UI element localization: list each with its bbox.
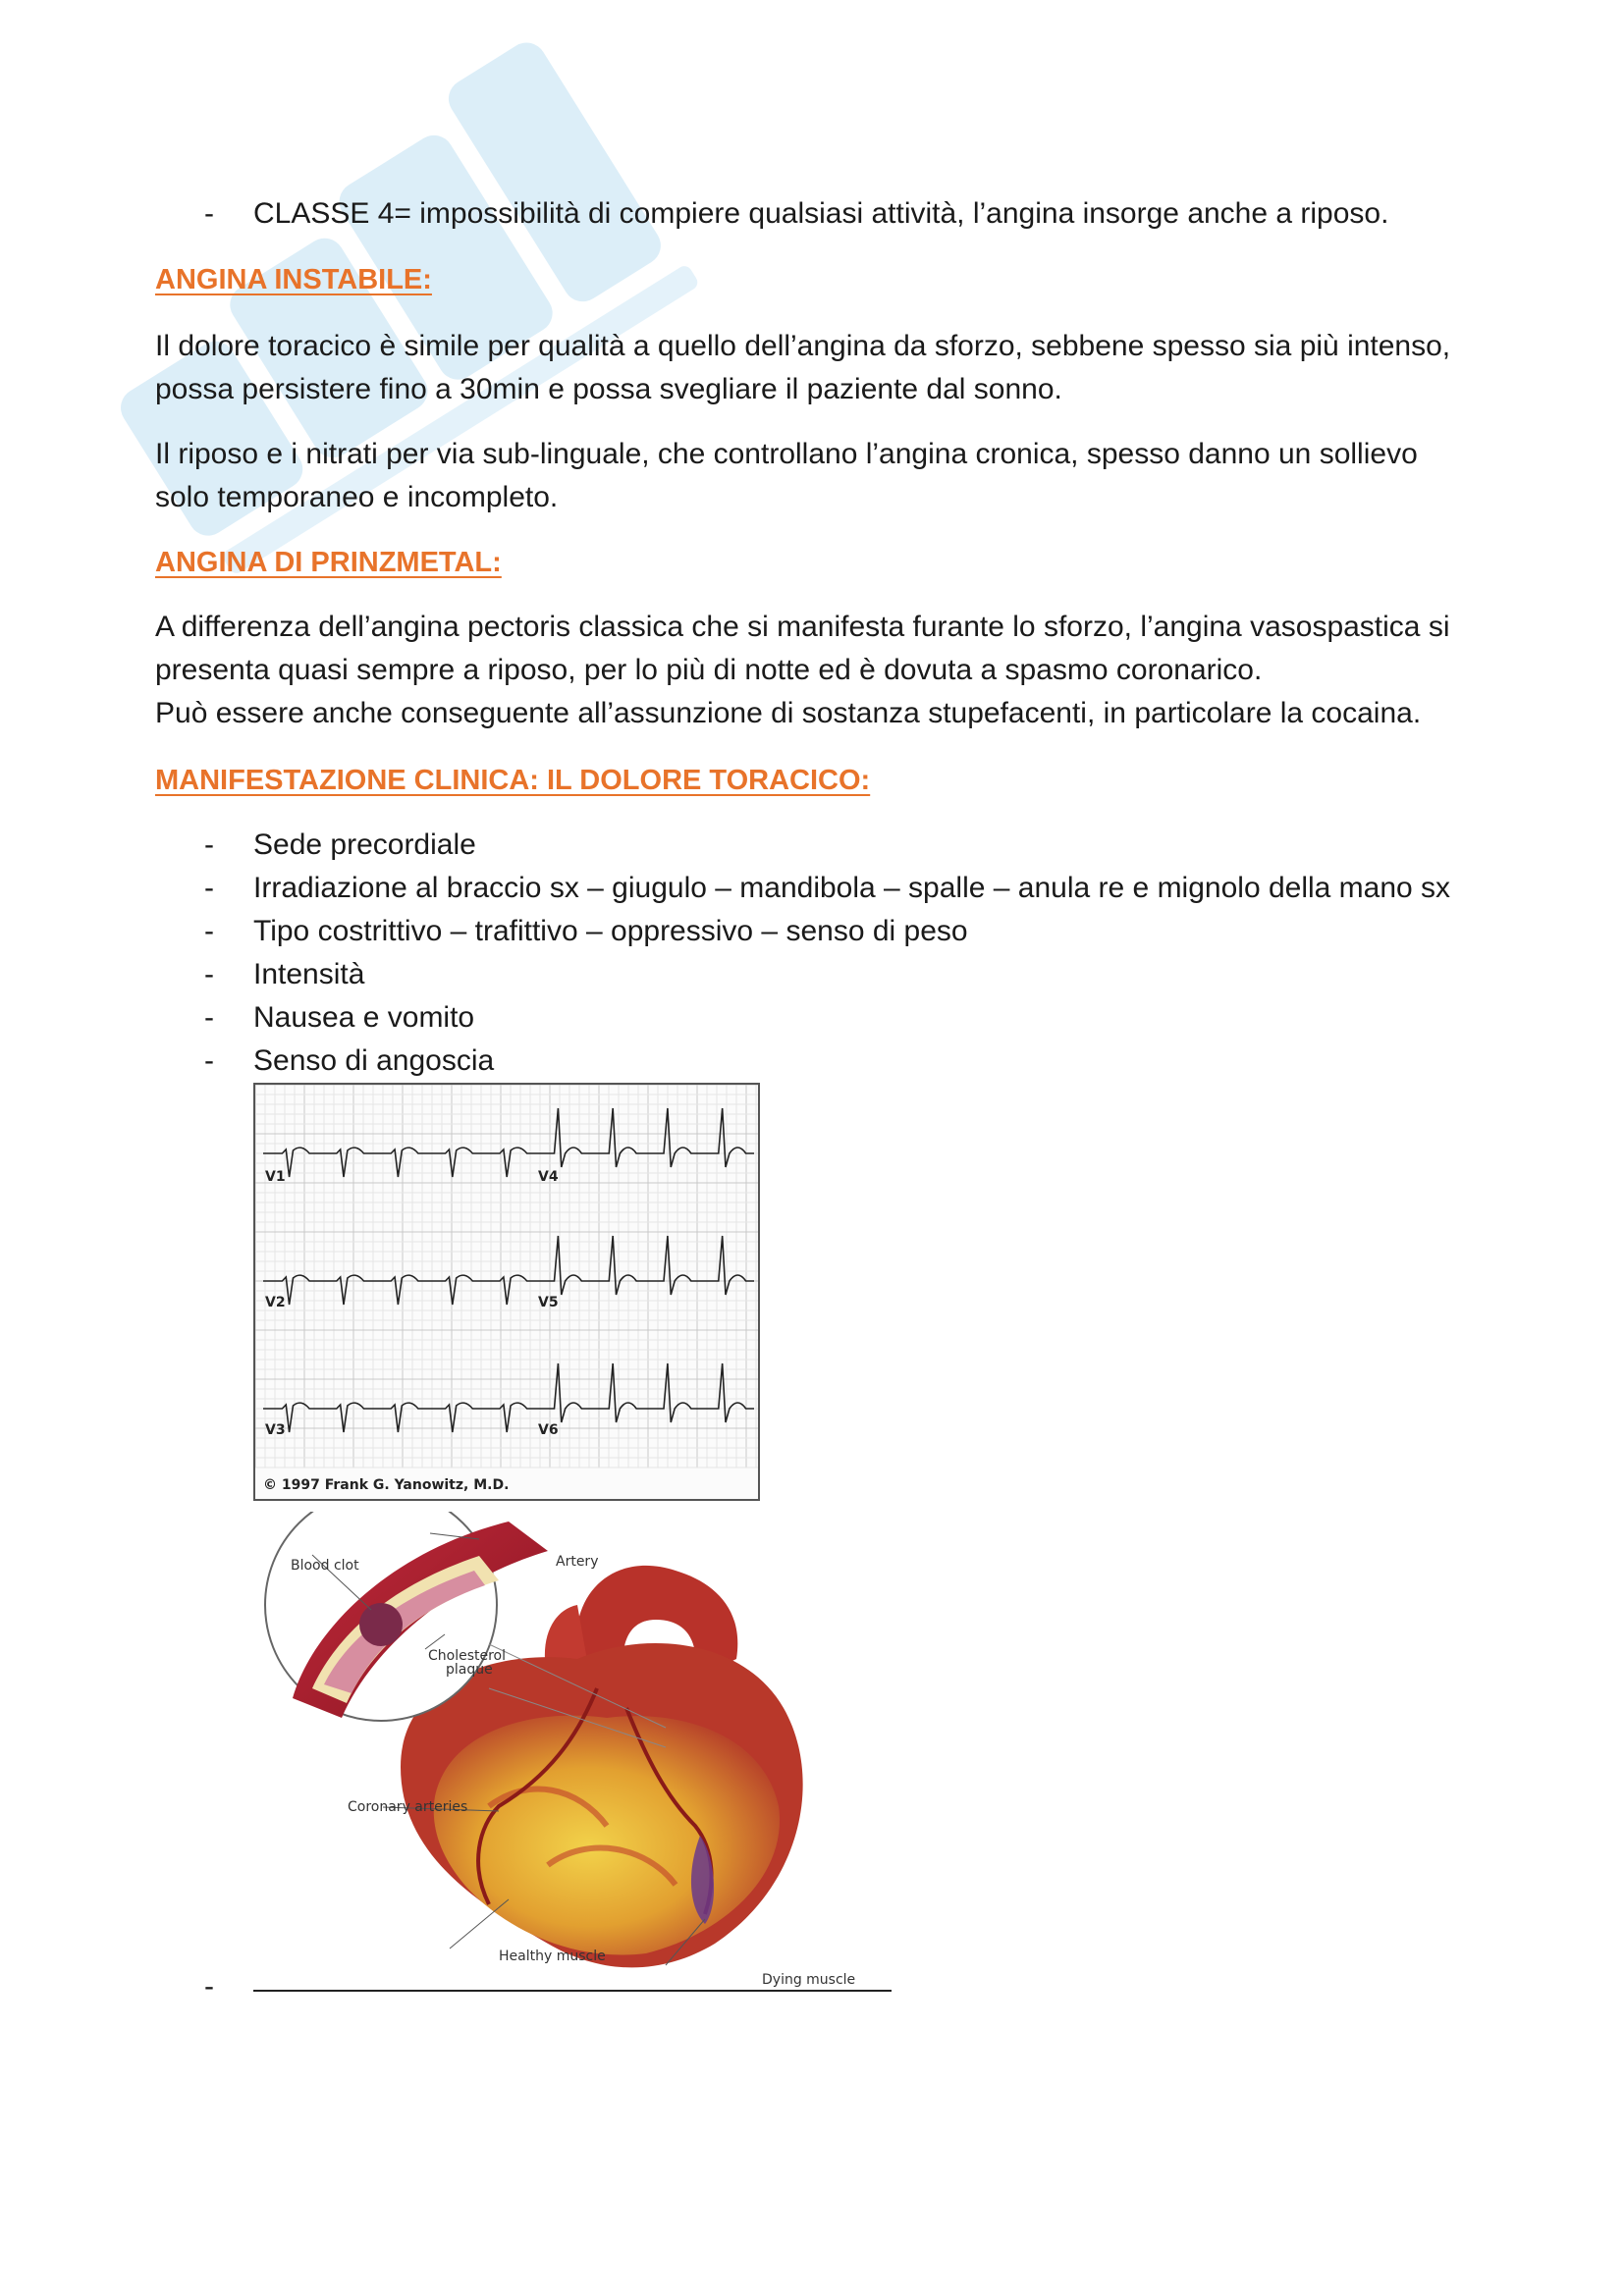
list-item: Sede precordiale [253,828,476,861]
paragraph-prinzmetal [155,606,1490,735]
ecg-traces [255,1085,758,1499]
text-line: presenta quasi sempre a riposo, per lo più di notte ed è dovuta a spasmo coronarico. [155,654,1263,686]
list-item: Tipo costrittivo – trafittivo – oppressivo – senso di peso [253,915,968,947]
label-artery: Artery [556,1554,599,1570]
ecg-trace [535,1236,754,1295]
ecg-grid [255,1085,758,1468]
label-blood-clot: Blood clot [291,1558,359,1574]
text-line: solo temporaneo e incompleto. [155,481,559,513]
text-line: Il riposo e i nitrati per via sub-linguale, che controllano l’angina cronica, spesso danno un sollievo [155,438,1418,470]
lead-label-v3: V3 [265,1422,286,1438]
list-dash: - [204,197,214,230]
heading-manifestazione-clinica: MANIFESTAZIONE CLINICA: IL DOLORE TORACICO: [155,765,871,796]
list-dash: - [204,958,214,990]
list-dash: - [204,828,214,861]
list-dash: - [204,1044,214,1077]
label-coronary-arteries: Coronary arteries [348,1799,468,1815]
text-line: Il dolore toracico è simile per qualità a quello dell’angina da sforzo, sebbene spesso sia più intenso, [155,330,1451,362]
list-dash: - [204,1001,214,1034]
paragraph-instabile-2 [155,433,1490,519]
list-item: Irradiazione al braccio sx – giugulo – mandibola – spalle – anula re e mignolo della mano sx [253,872,1451,904]
list-item: Senso di angoscia [253,1044,495,1077]
lead-label-v2: V2 [265,1295,286,1310]
lead-label-v6: V6 [538,1422,559,1438]
list-dash: - [204,915,214,947]
text-line: A differenza dell’angina pectoris classica che si manifesta furante lo sforzo, l’angina vasospastica si [155,611,1450,643]
paragraph-instabile-1 [155,325,1490,411]
label-plaque: plaque [446,1662,493,1678]
lead-label-v1: V1 [265,1169,286,1185]
heading-angina-prinzmetal: ANGINA DI PRINZMETAL: [155,547,502,578]
ecg-trace [535,1363,754,1422]
label-cholesterol: Cholesterol [428,1648,507,1664]
list-dash: - [204,872,214,904]
label-dying-muscle: Dying muscle [762,1972,856,1988]
ecg-trace [535,1108,754,1167]
list-item: Intensità [253,958,365,990]
classe-4-item: CLASSE 4= impossibilità di compiere qualsiasi attività, l’angina insorge anche a riposo. [253,197,1389,230]
heart-drawing [253,1512,892,1993]
text-line: Può essere anche conseguente all’assunzione di sostanza stupefacenti, in particolare la cocaina. [155,697,1422,729]
label-healthy-muscle: Healthy muscle [499,1949,606,1964]
underline-rule [253,1990,892,1992]
text-line: possa persistere fino a 30min e possa svegliare il paziente dal sonno. [155,373,1062,405]
lead-label-v4: V4 [538,1169,559,1185]
heart-illustration [253,1512,892,1993]
lead-label-v5: V5 [538,1295,559,1310]
ecg-figure [253,1083,760,1501]
list-item: Nausea e vomito [253,1001,475,1034]
list-dash: - [204,1970,214,2002]
heading-angina-instabile: ANGINA INSTABILE: [155,264,432,295]
ecg-copyright: © 1997 Frank G. Yanowitz, M.D. [263,1477,510,1493]
